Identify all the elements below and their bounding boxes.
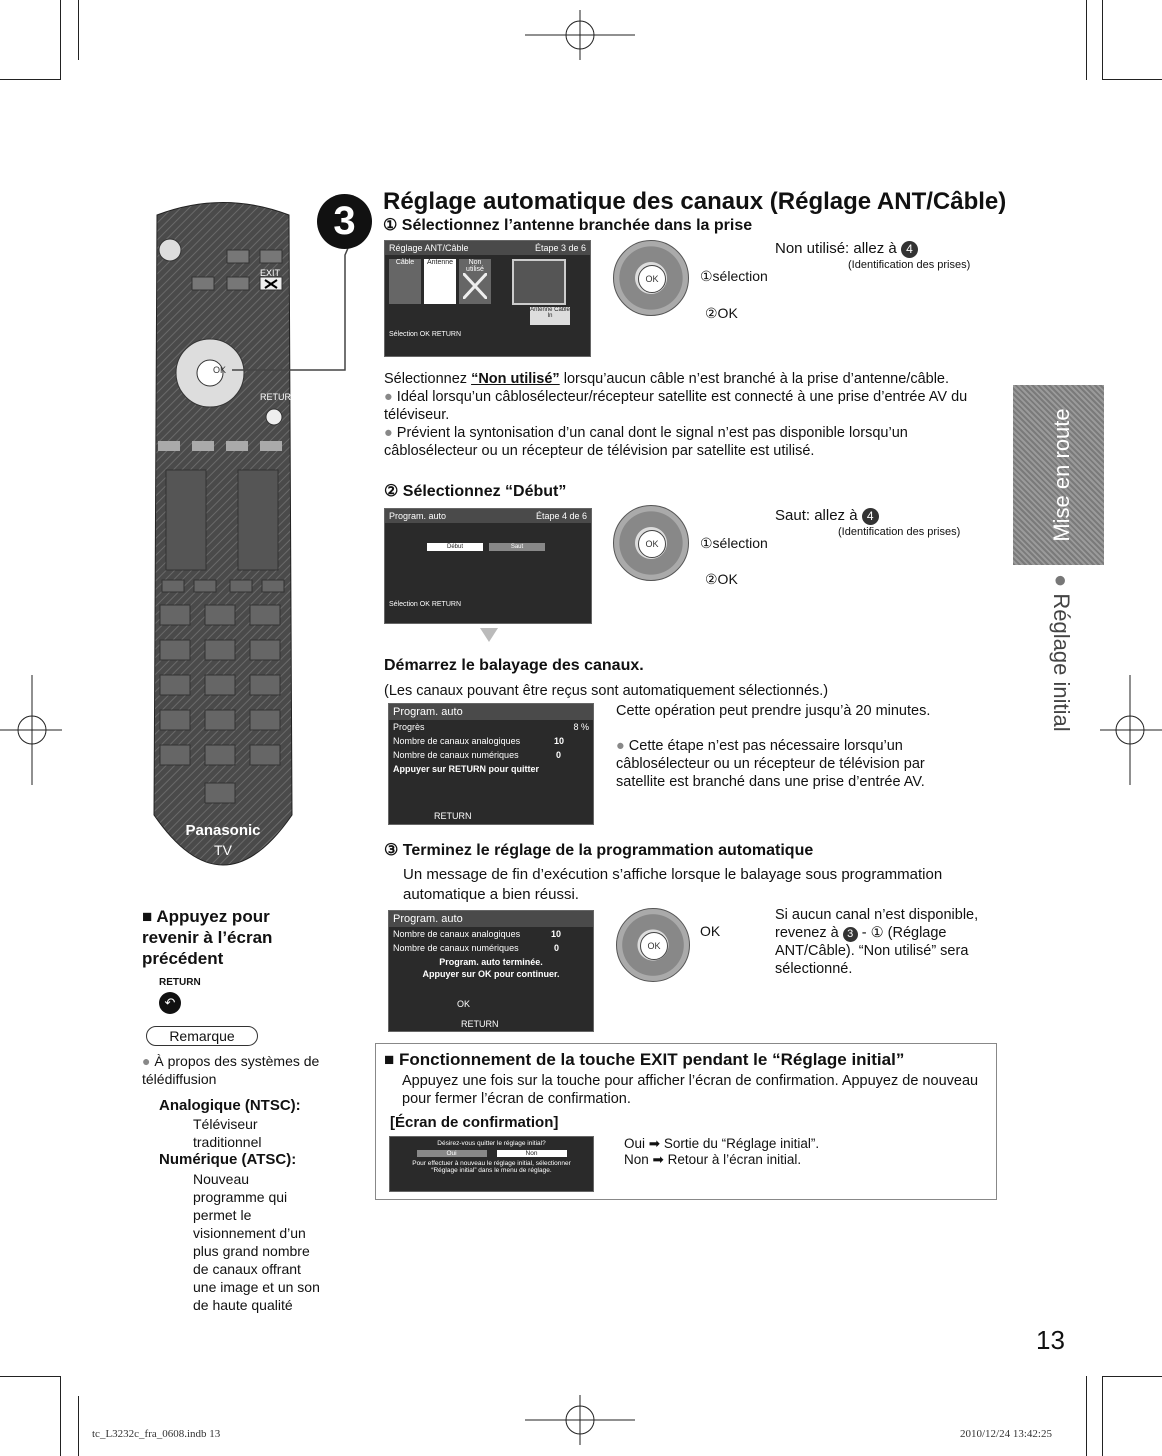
exit-info-box xyxy=(375,1043,997,1200)
no-line: Non ➡ Retour à l’écran initial. xyxy=(624,1152,802,1167)
section1-bullet-1: ● Idéal lorsqu’un câblosélecteur/récepteur satellite est connecté à une prise d’entrée AV du téléviseur. xyxy=(384,389,968,423)
btn-saut: Saut xyxy=(489,543,545,551)
registration-mark-bottom xyxy=(525,1395,635,1445)
registration-mark-left xyxy=(0,675,62,785)
section1-desc: Sélectionnez “Non utilisé” lorsqu’aucun câble n’est branché à la prise d’antenne/câble. xyxy=(384,371,950,387)
analog-text: Téléviseur traditionnel xyxy=(193,1116,262,1150)
section-tab: ● Réglage initial xyxy=(1049,574,1074,732)
option-non-utilise: Non utilisé xyxy=(459,259,491,304)
btn-debut: Début xyxy=(427,543,483,551)
registration-mark-top xyxy=(525,10,635,60)
identification-1: (Identification des prises) xyxy=(848,259,971,271)
return-label: RETURN xyxy=(159,977,201,988)
step-title: Réglage automatique des canaux (Réglage ANT/Câble) xyxy=(383,188,1007,215)
footer-right: 2010/12/24 13:42:25 xyxy=(960,1428,1052,1440)
select-label-1: ①sélection xyxy=(700,268,768,284)
remote-tv: TV xyxy=(214,842,232,858)
chapter-tab: Mise en route xyxy=(1013,385,1104,565)
ok-label-1: ②OK xyxy=(705,305,738,321)
skip-text: Saut: allez à 4 xyxy=(775,507,879,525)
remote-return-label: RETURN xyxy=(260,392,298,402)
screen-antenna: Réglage ANT/Câble Étape 3 de 6 Câble Antenne Non utilisé Antenne Câble In Sélection OK RETURN xyxy=(384,240,591,357)
remark-bullet: ● À propos des systèmes de télédiffusion xyxy=(142,1053,320,1087)
return-icon: ↶ xyxy=(159,992,181,1014)
return-title: ■ Appuyez pour revenir à l’écran précédent xyxy=(142,907,273,968)
section1-bullet-2: ● Prévient la syntonisation d’un canal dont le signal n’est pas disponible lorsqu’un câblosélecteur ou un récepteur de télévision par satellite est utilisé. xyxy=(384,425,908,459)
remote-exit-label: EXIT xyxy=(260,268,281,278)
ok-label-2: ②OK xyxy=(705,571,738,587)
analog-title: Analogique (NTSC): xyxy=(159,1097,301,1114)
section3-title: ③ Terminez le réglage de la programmation automatique xyxy=(384,842,814,859)
screen-foot-2: Sélection OK RETURN xyxy=(389,601,461,608)
remote-brand: Panasonic xyxy=(185,822,261,839)
confirm-label: [Écran de confirmation] xyxy=(390,1114,559,1131)
screen-start: Program. auto Étape 4 de 6 Début Saut Sélection OK RETURN xyxy=(384,508,592,624)
scan-note: ● Cette étape n’est pas nécessaire lorsqu’un câblosélecteur ou un récepteur de télévision par satellite est branché dans une prise d’entrée AV. xyxy=(616,738,925,790)
no-channel-text: Si aucun canal n’est disponible, revenez à 3 - ① (Réglage ANT/Câble). “Non utilisé” sera sélectionné. xyxy=(775,907,979,977)
jack-label: Antenne Câble In xyxy=(530,307,570,325)
digital-text: Nouveau programme qui permet le visionnement d’un plus grand nombre de canaux offrant une image et un son de haute qualité xyxy=(193,1171,320,1313)
scan-title: Démarrez le balayage des canaux. xyxy=(384,657,644,674)
registration-mark-right xyxy=(1100,675,1162,785)
page-number: 13 xyxy=(1036,1325,1065,1355)
screen-confirm: Désirez-vous quitter le réglage initial? Oui Non Pour effectuer à nouveau le réglage initial, sélectionner “Réglage initial” dans le menu de réglage. xyxy=(389,1136,594,1192)
step-number-badge: 3 xyxy=(317,194,372,249)
callout-line xyxy=(230,230,360,375)
tv-icon xyxy=(512,259,566,305)
identification-2: (Identification des prises) xyxy=(838,526,961,538)
navpad-1: OK xyxy=(613,240,689,316)
exit-box-title: ■ Fonctionnement de la touche EXIT pendant le “Réglage initial” xyxy=(384,1050,905,1069)
digital-title: Numérique (ATSC): xyxy=(159,1151,297,1168)
screen-scan: Program. auto Progrès 8 % Nombre de canaux analogiques 10 Nombre de canaux numériques 0 Appuyer sur RETURN pour quitter RETURN xyxy=(388,703,594,825)
footer-left: tc_L3232c_fra_0608.indb 13 xyxy=(92,1428,221,1440)
ok-label-3: OK xyxy=(700,923,721,939)
remark-label: Remarque xyxy=(146,1026,258,1046)
not-used-text: Non utilisé: allez à 4 xyxy=(775,240,918,258)
screen-done: Program. auto Nombre de canaux analogiques 10 Nombre de canaux numériques 0 Program. auto terminée. Appuyer sur OK pour continuer. OK RETURN xyxy=(388,910,594,1032)
down-arrow-icon xyxy=(480,628,498,642)
option-cable: Câble xyxy=(389,259,421,304)
yes-line: Oui ➡ Sortie du “Réglage initial”. xyxy=(624,1136,820,1151)
exit-box-desc: Appuyez une fois sur la touche pour afficher l’écran de confirmation. Appuyez de nouveau pour fermer l’écran de confirmation. xyxy=(402,1073,979,1107)
navpad-3: OK xyxy=(616,908,690,982)
select-label-2: ①sélection xyxy=(700,535,768,551)
scan-duration: Cette opération peut prendre jusqu’à 20 minutes. xyxy=(616,703,931,719)
section1-title: ① Sélectionnez l’antenne branchée dans la prise xyxy=(383,217,753,234)
section2-title: ② Sélectionnez “Début” xyxy=(384,483,567,500)
screen-foot: Sélection OK RETURN xyxy=(389,331,461,338)
option-antenne: Antenne xyxy=(424,259,456,304)
navpad-2: OK xyxy=(613,505,689,581)
scan-subtitle: (Les canaux pouvant être reçus sont automatiquement sélectionnés.) xyxy=(384,683,829,699)
section3-desc: Un message de fin d’exécution s’affiche lorsque le balayage sous programmation automatique a bien réussi. xyxy=(403,866,943,903)
